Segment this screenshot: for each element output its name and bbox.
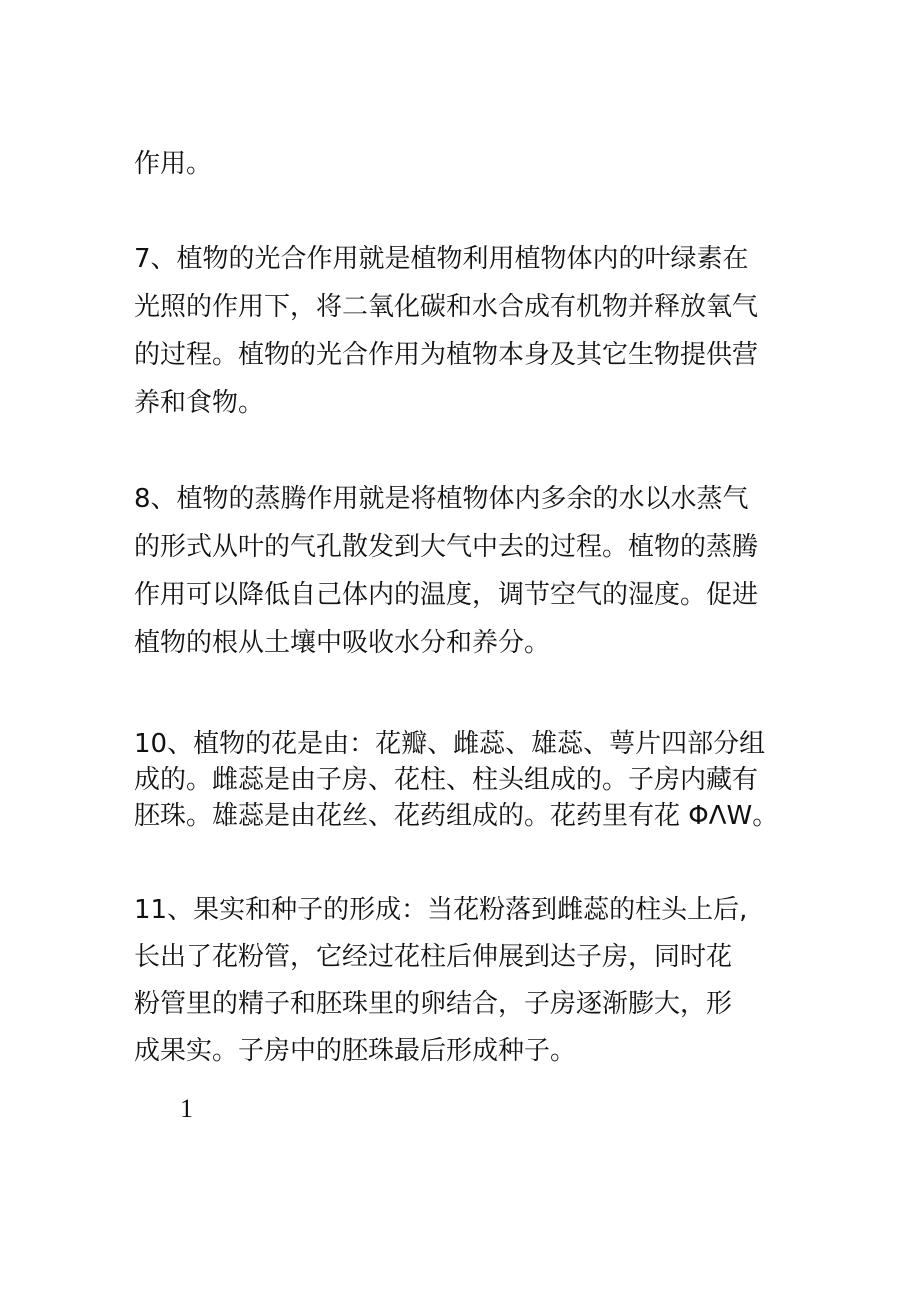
paragraph-2-line-1: 的形式从叶的气孔散发到大气中去的过程。植物的蒸腾 — [134, 532, 759, 562]
page-number: 1 — [180, 1094, 193, 1123]
paragraph-4-line-0: 11、果实和种子的形成：当花粉落到雌蕊的柱头上后, — [134, 895, 748, 925]
paragraph-4-line-2: 粉管里的精子和胚珠里的卵结合，子房逐渐膨大，形 — [134, 989, 733, 1019]
paragraph-1-line-3: 养和食物。 — [134, 388, 265, 418]
paragraph-0-line-0: 作用。 — [134, 149, 213, 179]
paragraph-2-line-2: 作用可以降低自己体内的温度，调节空气的湿度。促进 — [134, 580, 759, 610]
paragraph-2-line-0: 8、植物的蒸腾作用就是将植物体内多余的水以水蒸气 — [134, 484, 749, 514]
paragraph-4-line-1: 长出了花粉管，它经过花柱后伸展到达子房，同时花 — [134, 942, 733, 972]
paragraph-1-line-1: 光照的作用下，将二氧化碳和水合成有机物并释放氧气 — [134, 292, 759, 322]
paragraph-1-line-0: 7、植物的光合作用就是植物利用植物体内的叶绿素在 — [134, 244, 749, 274]
paragraph-1-line-2: 的过程。植物的光合作用为植物本身及其它生物提供营 — [134, 340, 759, 370]
paragraph-4-line-3: 成果实。子房中的胚珠最后形成种子。 — [134, 1036, 577, 1066]
paragraph-3-line-2: 胚珠。雄蕊是由花丝、花药组成的。花药里有花 ΦΛW。 — [134, 801, 779, 831]
paragraph-3-line-0: 10、植物的花是由：花瓣、雌蕊、雄蕊、萼片四部分组 — [134, 729, 766, 759]
paragraph-2-line-3: 植物的根从土壤中吸收水分和养分。 — [134, 628, 551, 658]
paragraph-3-line-1: 成的。雌蕊是由子房、花柱、柱头组成的。子房内藏有 — [134, 765, 759, 795]
